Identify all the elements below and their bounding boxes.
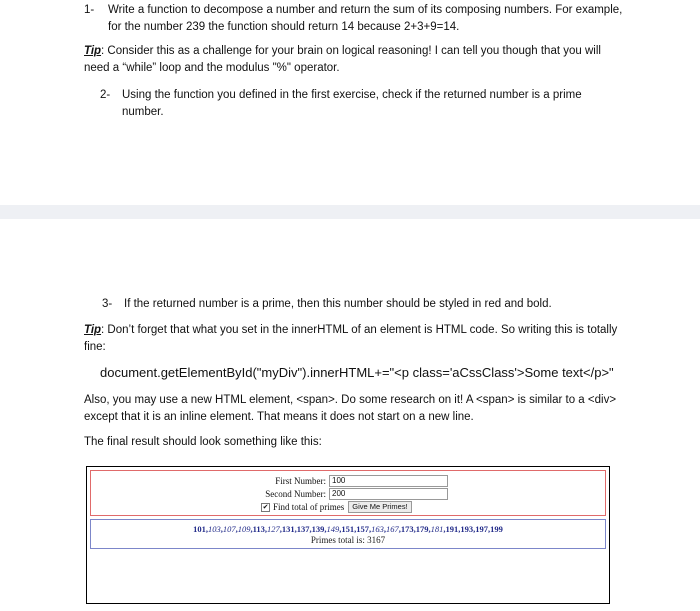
exercise-2 [100,87,624,121]
prime-number: 149 [326,524,340,534]
prime-separator: , [443,524,446,534]
prime-separator: , [369,524,372,534]
prime-number: 137 [296,524,310,534]
first-number-row [261,475,448,487]
find-total-label: Find total of primes [273,502,345,512]
prime-separator: , [488,524,491,534]
demo-output-panel [90,519,606,549]
prime-number: 127 [267,524,280,534]
tip-1-text: : Consider this as a challenge for your brain on logical reasoning! I can tell you though that you will need a “while” loop and the modulus "%" operator. [84,45,601,74]
prime-separator: , [235,524,238,534]
prime-number: 103 [207,524,221,534]
prime-number: 197 [475,524,489,534]
prime-number: 109 [237,524,251,534]
tip-2-text: : Don’t forget that what you set in the innerHTML of an element is HTML code. So writing this is totally fine: [84,324,618,353]
prime-separator: , [220,524,223,534]
demo-form-panel [90,470,606,516]
prime-number: 173 [400,524,414,534]
prime-number: 181 [430,524,444,534]
prime-separator: , [428,524,431,534]
exercise-3 [102,296,622,313]
exercise-1-text: Write a function to decompose a number and return the sum of its composing numbers. For example, for the number 239 the function should return 14 because 2+3+9=14. [108,4,623,33]
prime-number: 139 [311,524,325,534]
first-number-input[interactable]: 100 [329,475,448,487]
prime-number: 107 [222,524,236,534]
tip-2-label: Tip [84,324,102,336]
prime-separator: , [354,524,357,534]
exercise-2-number: 2- [100,89,111,101]
prime-separator: , [309,524,312,534]
prime-number: 193 [460,524,474,534]
exercise-3-text: If the returned number is a prime, then this number should be styled in red and bold. [124,298,552,310]
first-number-label: First Number: [275,476,326,486]
prime-separator: , [339,524,342,534]
prime-number: 151 [341,524,355,534]
page-separator [0,205,700,219]
prime-separator: , [413,524,416,534]
prime-number: 113 [252,524,265,534]
prime-separator: , [264,524,268,534]
primes-total: Primes total is: 3167 [310,535,386,545]
final-result-intro: The final result should look something like this: [84,436,322,448]
primes-list [91,524,605,534]
prime-number: 167 [386,524,399,534]
prime-separator: , [294,524,297,534]
second-number-input[interactable]: 200 [329,488,448,500]
exercise-2-text: Using the function you defined in the first exercise, check if the returned number is a prime number. [122,89,582,118]
find-total-checkbox[interactable]: ✔ [262,502,269,511]
tip-1-label: Tip [84,45,102,57]
exercise-1-number: 1- [84,4,95,16]
tip-2 [84,322,624,356]
prime-number: 157 [356,524,370,534]
primes-checkbox-row [261,501,412,513]
prime-separator: , [398,524,401,534]
prime-separator: , [250,524,253,534]
demo-result-frame [86,466,610,604]
tip-1 [84,43,624,77]
prime-number: 101 [193,524,206,534]
prime-separator: , [324,524,327,534]
top-page [0,0,700,205]
prime-number: 131 [281,524,295,534]
code-example: document.getElementById("myDiv").innerHTML+="<p class='aCssClass'>Some text</p>" [100,365,614,380]
prime-separator: , [458,524,461,534]
exercise-3-number: 3- [102,298,113,310]
prime-separator: , [473,524,476,534]
second-number-row [261,488,448,500]
exercise-1 [84,2,624,36]
give-me-primes-button[interactable]: Give Me Primes! [348,501,411,513]
prime-separator: , [205,524,208,534]
prime-separator: , [279,524,282,534]
prime-number: 199 [490,524,503,534]
prime-number: 163 [371,524,384,534]
second-number-label: Second Number: [265,489,326,499]
prime-number: 179 [415,524,429,534]
span-note: Also, you may use a new HTML element, <span>. Do some research on it! A <span> is similar to a <div> except that it is an inline element. That means it does not start on a new line. [84,394,617,423]
prime-number: 191 [445,524,459,534]
prime-separator: , [383,524,387,534]
